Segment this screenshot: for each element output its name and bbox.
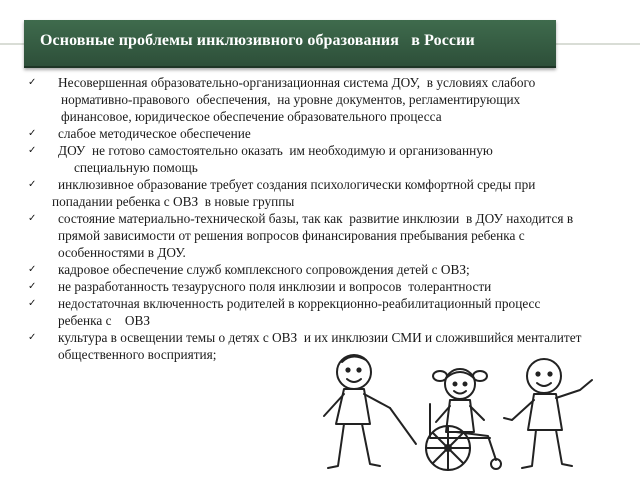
check-mark-icon: ✓ [28, 281, 37, 292]
check-mark-icon: ✓ [28, 77, 37, 88]
list-item-text: общественного восприятия; [58, 347, 217, 362]
list-item [30, 125, 620, 142]
waving-child-figure [504, 359, 592, 468]
list-item [30, 295, 620, 329]
list-item-text: особенностями в ДОУ. [58, 245, 186, 260]
check-mark-icon: ✓ [28, 213, 37, 224]
list-item-text: кадровое обеспечение служб комплексного сопровождения детей с ОВЗ; [58, 262, 470, 277]
list-item-text: специальную помощь [74, 160, 198, 175]
list-item [30, 210, 620, 261]
list-item-text: прямой зависимости от решения вопросов финансирования пребывания ребенка с [58, 228, 525, 243]
list-item-text: попадании ребенка с ОВЗ в новые группы [52, 194, 295, 209]
list-item [30, 261, 620, 278]
list-item-text: недостаточная включенность родителей в коррекционно-реабилитационный процесс [58, 296, 541, 311]
list-item-text: не разработанность тезаурусного поля инклюзии и вопросов толерантности [58, 279, 492, 294]
list-item-text: нормативно-правового обеспечения, на уровне документов, регламентирующих [61, 92, 521, 107]
list-item [30, 74, 620, 125]
list-item [30, 142, 620, 176]
problems-list [30, 74, 620, 363]
boy-with-cane-figure [324, 355, 416, 468]
check-mark-icon: ✓ [28, 179, 37, 190]
list-item-text: инклюзивное образование требует создания психологически комфортной среды при [58, 177, 536, 192]
slide-title: Основные проблемы инклюзивного образования в России [40, 32, 475, 49]
list-item-text: финансовое, юридическое обеспечение образовательного процесса [61, 109, 442, 124]
check-mark-icon: ✓ [28, 298, 37, 309]
children-with-disabilities-icon [300, 348, 610, 474]
list-item [30, 278, 620, 295]
list-item-text: состояние материально-технической базы, так как развитие инклюзии в ДОУ находится в [58, 211, 574, 226]
list-item-text: ДОУ не готово самостоятельно оказать им необходимую и организованную [58, 143, 493, 158]
check-mark-icon: ✓ [28, 145, 37, 156]
girl-in-wheelchair-figure [426, 369, 501, 470]
list-item [30, 176, 620, 210]
list-item-text: ребенка с ОВЗ [58, 313, 150, 328]
title-banner [24, 20, 556, 68]
list-item-text: культура в освещении темы о детях с ОВЗ и их инклюзии СМИ и сложившийся менталитет [58, 330, 582, 345]
check-mark-icon: ✓ [28, 128, 37, 139]
list-item-text: слабое методическое обеспечение [58, 126, 251, 141]
list-item-text: Несовершенная образовательно-организационная система ДОУ, в условиях слабого [58, 75, 536, 90]
check-mark-icon: ✓ [28, 332, 37, 343]
check-mark-icon: ✓ [28, 264, 37, 275]
